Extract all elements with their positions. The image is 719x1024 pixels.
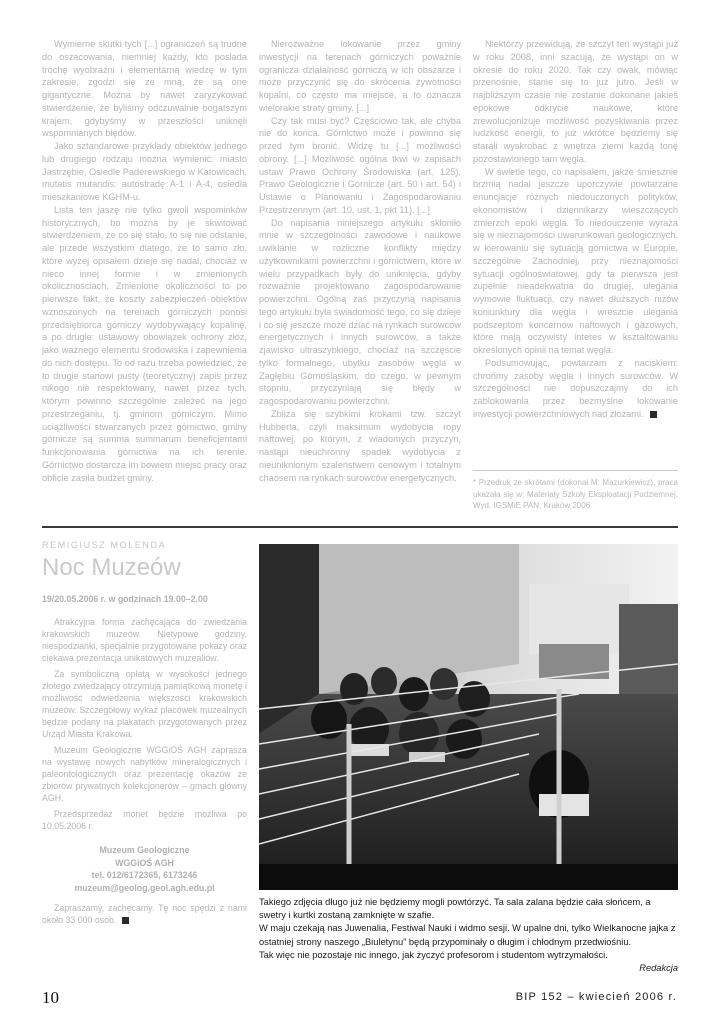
- article-column-1: [42, 38, 247, 484]
- contact-email: muzeum@geolog.geol.agh.edu.pl: [74, 882, 215, 893]
- page-number: 10: [42, 988, 59, 1007]
- article-body: [42, 616, 247, 926]
- classroom-photo-image: [259, 544, 678, 890]
- classroom-photo: [259, 544, 678, 890]
- museum-night-article: [42, 540, 247, 926]
- article-column-3: [473, 38, 678, 421]
- end-of-article-mark: [122, 917, 129, 924]
- closing-text: Zapraszamy, zachęcamy. Tę noc spędzi z nami około 33 000 osób.: [42, 903, 247, 925]
- issue-footer: BIP 152 – kwiecień 2006 r.: [515, 991, 677, 1003]
- contact-phone: tel. 012/6172365, 6173246: [91, 870, 198, 880]
- footnote: * Przedruk ze skrótami (dokonał M. Mazurkiewicz), praca ukazała się w: Materiały Szkoły Eksploatacji Podziemnej, Wyd. IGSMiE PAN, Kraków 2006: [473, 470, 678, 512]
- caption-line: W maju czekają nas Juwenalia, Festiwal Nauki i widmo sesji. W upalne dni, tylko Wielkanocne jajka z ostatniej strony naszego „Biuletynu” będą przypominały o długim i chłodnym przedwiośniu.: [259, 923, 676, 947]
- paragraph: Jako sztandarowe przykłady obiektów jednego lub drugiego rodzaju można wymienić: miasto Jastrzębie, Osiedle Paderewskiego w Katowicach, mutatis mutandis: autostradę A-1 i A-4, osiedla mieszkaniowe KGHM-u.: [42, 141, 247, 202]
- paragraph: Atrakcyjna forma zachęcająca do zwiedzania krakowskich muzeów. Nietypowe godziny, niespodzianki, specjalnie przygotowane pokazy oraz ciekawa prezentacja unikatowych muzealiów.: [42, 617, 247, 663]
- paragraph: Niektórzy przewidują, że szczyt ten wystąpi już w roku 2008, inni szacują, że wystąpi on w okresie do roku 2020. Tak czy owak, mówiąc przenośnie, stanie się to już jutro. Jeśli w najbliższym czasie nie zostanie dokonane jakieś epokowe odkrycie naukowe, które zrewolucjonizuje możliwość pozyskiwania przez ludzkość energii, to już wkrótce będziemy się starali wyskrobać z wnętrza ziemi każdą tonę pozostawionego tam węgla.: [473, 39, 678, 164]
- paragraph: Czy tak musi być? Częściowo tak, ale chyba nie do końca. Górnictwo może i powinno się przed tym bronić. Widzę tu [...] możliwości obrony. [...] Możliwość ogólna tkwi w zapisach ustaw Prawo Ochrony Środowiska (art. 125), Prawo Geologiczne i Górnicze (art. 50 i art. 54) i Ustawie o Planowaniu i Zagospodarowaniu Przestrzennym (art. 10, ust. 1, pkt 11). [...]: [259, 115, 461, 215]
- article-title: Noc Muzeów: [42, 554, 181, 581]
- contact-faculty: WGGiOŚ AGH: [115, 857, 174, 868]
- paragraph-text: Podsumowując, powtarzam z naciskiem: chrońmy zasoby węgla i innych surowców. W szczególności nie dopuszczajmy do ich zablokowania przez bezmyślne lokowanie inwestycji powierzchniowych nad złożami.: [473, 357, 678, 419]
- paragraph: Za symboliczną opłatą w wysokości jednego złotego zwiedzający otrzymują pamiątkową monetę i możliwość odwiedzenia większości krakowskich muzeów. Szczegółowy wykaz placówek muzealnych będzie podany na plakatach przygotowanych przez Urząd Miasta Krakowa.: [42, 669, 247, 739]
- contact-block: [42, 844, 247, 894]
- paragraph: [42, 902, 247, 926]
- end-of-article-mark: [650, 411, 657, 418]
- caption-line: Tak więc nie pozostaje nic innego, jak życzyć profesorom i studentom wytrzymałości.: [259, 949, 608, 960]
- paragraph: Nierozważne lokowanie przez gminy inwestycji na terenach górniczych poważnie ogranicza działalność górniczą w ich obszarze i może przyczynić się do skrócenia żywotności kopalni, co często ma miejsce, a to oznacza wielorakie straty gminy. [...]: [259, 39, 461, 113]
- article-dateline: 19/20.05.2006 r. w godzinach 19.00–2.00: [42, 594, 208, 604]
- paragraph: W świetle tego, co napisałem, jakże śmiesznie brzmią nadal jeszcze uporczywie powtarzane enuncjacje różnych niedouczonych polityków, ekonomistów i dziennikarzy wieszczących zmierzch epoki węgla. To niedouczenie wyraża się w nieznajomości uwarunkowań geologicznych, w kierowaniu się sytuacją górnictwa w Europie, szczególnie Zachodniej, przy nieznajomości sytuacji ogólnoświatowej, gdy ta pierwsza jest zupełnie nieadekwatna do drugiej, ulegania wymowie fluktuacji, czy nawet dłuższych niżów koniunktury dla węgla i wreszcie ulegania podszeptom koncernów naftowych i gazowych, które mają oczywisty interes w kształtowaniu określonych opinii na temat węgla.: [473, 166, 678, 355]
- article-column-2: [259, 38, 461, 484]
- paragraph: Muzeum Geologiczne WGGiOŚ AGH zaprasza na wystawę nowych nabytków mineralogicznych i paleontologicznych oraz prezentację okazów ze zbiorów prywatnych kolekcjonerów – gmach główny AGH.: [42, 745, 247, 803]
- paragraph: [473, 357, 678, 421]
- caption-signature: Redakcja: [639, 963, 678, 974]
- article-author: REMIGIUSZ MOLENDA: [42, 540, 167, 550]
- paragraph: Wymierne skutki tych [...] ograniczeń są trudne do oszacowania, niemniej każdy, kto posiada trochę wyobraźni i elementarną wiedzę w tym zakresie, zgodzi się ze mną, że są one gigantyczne. Można by nawet zaryzykować stwierdzenie, że byliśmy odczuwalnie bogatszym krajem, gdybyśmy w przeszłości uniknęli wspomnianych błędów.: [42, 39, 247, 139]
- section-divider: [42, 526, 678, 528]
- paragraph: Do napisania niniejszego artykułu skłoniło mnie w szczególności zawodowe i naukowe uwikłanie w rozliczne konflikty między użytkownikami powierzchni i górnictwem, które w wielu przypadkach były do uniknięcia, gdyby rozważnie projektowano zagospodarowanie powierzchni. Ogólną zaś przyczyną napisania tego artykułu była świadomość tego, co się dzieje i co się jeszcze może dziać na rynkach surowców energetycznych i innych surowców, a także zjawisko ultraszybkiego, chociaż na szczęście tylko formalnego, ubytku zasobów węgla w Zagłębiu Górnośląskim, do czego, w pewnym stopniu, przyczyniają się błędy w zagospodarowaniu powierzchni.: [259, 217, 461, 406]
- caption-line: Takiego zdjęcia długo już nie będziemy mogli powtórzyć. Ta sala zalana będzie cała słońcem, a swetry i kurtki zostaną zamknięte w szafie.: [259, 897, 651, 921]
- contact-museum: Muzeum Geologiczne: [99, 845, 190, 855]
- paragraph: Lista ten jaszę nie tylko gwoli wspominków historycznych, bo można by je skwitować stwierdzeniem, że co się stało, to się nie odstanie, ale przede wszystkim dlatego, że to samo zło, które wyżej opisałem dzieje się nadal, chociaż w nieco innej formie i w zmienionych okolicznościach. Zmienione okoliczności to po pierwsze fakt, że koszty zabezpieczeń obiektów wznoszonych na terenach górniczych ponosi przedsiębiorca górniczy wydobywający kopalinę, a po drugie: ustawowy obowiązek ochrony złóż, jako ważnego elementu środowiska i zapewnienia do nich dostępu. To od razu trzeba powiedzieć, że to drugie stanowi pusty (teoretyczny) zapis przez nikogo nie respektowany, nawet przez tych, którym powinno szczególnie zależeć na jego przestrzeganiu, tj. gminom górniczym. Mimo uciążliwości stwarzanych przez górnictwo, gminy górnicze są summa summarum beneficjentami funkcjonowania górnictwa na ich terenie. Górnictwo dostarcza im bowiem miejsc pracy oraz obficie zasila budżet gminy.: [42, 204, 247, 483]
- photo-caption: [259, 896, 678, 975]
- paragraph: Zbliża się szybkimi krokami tzw. szczyt Hubberta, czyli maksimum wydobycia ropy naftowej, po którym, z wiadomych przyczyn, nastąpi nieuchronny spadek wydobycia z nieuniknionym szaleństwem cenowym i totalnym chaosem na rynkach surowców energetycznych.: [259, 408, 461, 483]
- paragraph: Przedsprzedaż monet będzie możliwa po 10.05.2006 r.: [42, 809, 247, 831]
